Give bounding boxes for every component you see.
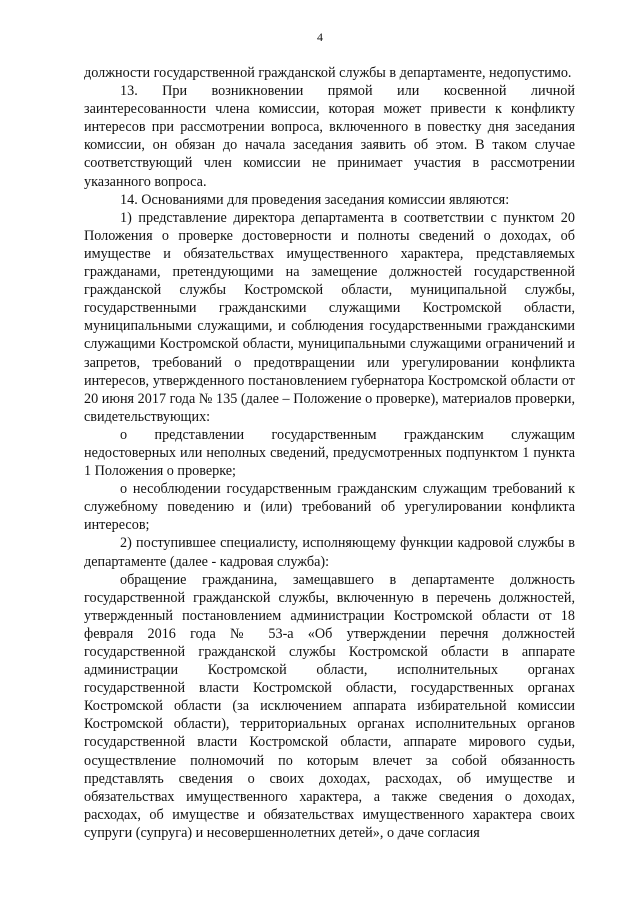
paragraph-continuation: должности государственной гражданской службы в департаменте, недопустимо.	[84, 65, 572, 81]
document-body	[84, 64, 575, 842]
page-number: 4	[317, 30, 323, 44]
paragraph-14-item-2-appeal: обращение гражданина, замещавшего в департаменте должность государственной гражданской службы, включенную в перечень должностей, утвержденный постановлением администрации Костромской области от 18 февраля 2016 года № 53-а «Об утверждении перечня должностей государственной гражданской службы Костромской области в аппарате администрации Костромской области, исполнительных органах государственной власти Костромской области, государственных органах Костромской области (за исключением аппарата избирательной комиссии Костромской области), территориальных органах исполнительных органов государственной власти Костромской области, аппарате мирового судьи, осуществление полномочий по которым влечет за собой обязанность представлять сведения о своих доходах, расходах, об имуществе и обязательствах имущественного характера, а также сведения о доходах, расходах, об имуществе и обязательствах имущественного характера своих супруги (супруга) и несовершеннолетних детей», о даче согласия	[84, 571, 575, 841]
paragraph-14-item-1: 1) представление директора департамента в соответствии с пунктом 20 Положения о проверке достоверности и полноты сведений о доходах, об имуществе и обязательствах имущественного характера, представляемых гражданами, претендующими на замещение должностей государственной гражданской службы Костромской области, муниципальной службы, государственными гражданскими служащими Костромской области, муниципальными служащими, и соблюдения государственными гражданскими служащими Костромской области, муниципальными служащими ограничений и запретов, требований о предотвращении или урегулировании конфликта интересов, утвержденного постановлением губернатора Костромской области от 20 июня 2017 года № 135 (далее – Положение о проверке), материалов проверки, свидетельствующих:	[84, 209, 575, 425]
paragraph-14-item-1-bullet-1: о представлении государственным гражданским служащим недостоверных или неполных сведений, предусмотренных подпунктом 1 пункта 1 Положения о проверке;	[84, 426, 575, 480]
paragraph-13-conflict-of-interest: 13. При возникновении прямой или косвенной личной заинтересованности члена комиссии, которая может привести к конфликту интересов при рассмотрении вопроса, включенного в повестку дня заседания комиссии, он обязан до начала заседания заявить об этом. В таком случае соответствующий член комиссии не принимает участия в рассмотрении указанного вопроса.	[84, 83, 575, 190]
paragraph-14-item-1-bullet-2: о несоблюдении государственным гражданским служащим требований к служебному поведению и (или) требований об урегулировании конфликта интересов;	[84, 481, 575, 534]
paragraph-14-item-2: 2) поступившее специалисту, исполняющему функции кадровой службы в департаменте (далее - кадровая служба):	[84, 535, 575, 570]
paragraph-14-grounds: 14. Основаниями для проведения заседания комиссии являются:	[120, 191, 510, 208]
